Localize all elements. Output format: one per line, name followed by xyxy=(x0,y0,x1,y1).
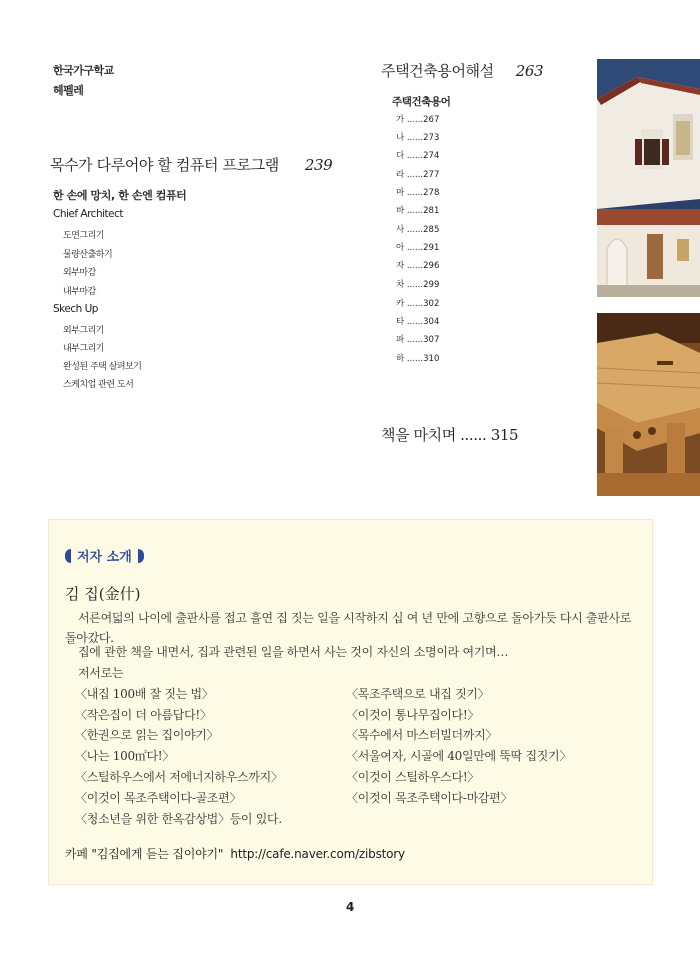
group-name-sketchup: Skech Up xyxy=(53,303,98,315)
glossary-entry: 라 ......277 xyxy=(396,170,440,180)
glossary-entry: 나 ......273 xyxy=(396,133,440,143)
glossary-entry: 마 ......278 xyxy=(396,188,440,198)
book-title: 〈내집 100배 잘 짓는 법〉 xyxy=(75,687,214,701)
subheading: 한 손에 망치, 한 손엔 컴퓨터 xyxy=(53,189,187,202)
group-item: 외부마감 xyxy=(63,268,96,278)
glossary-entry: 바 ......281 xyxy=(396,206,440,216)
bracket-right-icon xyxy=(138,549,144,563)
glossary-index xyxy=(396,113,486,373)
school-subname: 헤펠레 xyxy=(53,84,84,97)
house-photo xyxy=(597,59,700,297)
book-title: 〈작은집이 더 아름답다!〉 xyxy=(75,708,212,722)
book-title: 〈청소년을 위한 한옥감상법〉등이 있다. xyxy=(75,812,282,826)
author-cafe-link[interactable]: 카페 "김집에게 듣는 집이야기" http://cafe.naver.com/zibstory xyxy=(65,847,405,861)
author-bio-1: 서른여덟의 나이에 출판사를 접고 흘연 집 짓는 일을 시작하지 십 여 년 만에 고향으로 돌아가듯 다시 출판사로 돌아갔다. xyxy=(65,611,632,645)
glossary-title xyxy=(381,60,543,81)
book-title: 〈서울여자, 시골에 40일만에 뚝딱 집짓기〉 xyxy=(346,749,572,763)
table-illustration xyxy=(597,313,700,496)
group-item: 물량산출하기 xyxy=(63,250,113,260)
glossary-entry: 다 ......274 xyxy=(396,151,440,161)
author-section xyxy=(48,519,653,885)
book-title: 〈나는 100㎡다!〉 xyxy=(75,749,175,763)
book-title: 〈이것이 목조주택이다-마감편〉 xyxy=(346,791,513,805)
glossary-entry: 아 ......291 xyxy=(396,243,440,253)
author-heading-text: 저자 소개 xyxy=(77,550,132,565)
wooden-table-photo xyxy=(597,313,700,496)
author-name: 김 집(金什) xyxy=(65,585,141,603)
glossary-page: 263 xyxy=(515,62,544,80)
section-title xyxy=(50,154,332,175)
author-heading xyxy=(65,546,144,565)
glossary-subheading: 주택건축용어 xyxy=(392,96,451,108)
group-item: 스케치업 관련 도서 xyxy=(63,380,134,390)
section-title-text: 목수가 다루어야 할 컴퓨터 프로그램 xyxy=(50,156,279,174)
glossary-entry: 카 ......302 xyxy=(396,299,440,309)
group-item: 도면그리기 xyxy=(63,231,104,241)
group-item: 외부그리기 xyxy=(63,326,104,336)
book-title: 〈이것이 목조주택이다-골조편〉 xyxy=(75,791,242,805)
glossary-entry: 파 ......307 xyxy=(396,335,440,345)
bracket-left-icon xyxy=(65,549,71,563)
author-works-label: 저서로는 xyxy=(78,666,124,680)
glossary-entry: 하 ......310 xyxy=(396,354,440,364)
glossary-entry: 차 ......299 xyxy=(396,280,440,290)
glossary-title-text: 주택건축용어해설 xyxy=(381,62,494,80)
glossary-entry: 자 ......296 xyxy=(396,261,440,271)
section-page: 239 xyxy=(304,156,333,174)
glossary-entry: 가 ......267 xyxy=(396,115,440,125)
book-title: 〈이것이 통나무집이다!〉 xyxy=(346,708,480,722)
page-number: 4 xyxy=(346,900,355,914)
glossary-entry: 사 ......285 xyxy=(396,225,440,235)
group-name-chief-architect: Chief Architect xyxy=(53,208,123,220)
book-title: 〈이것이 스틸하우스다!〉 xyxy=(346,770,480,784)
glossary-entry: 타 ......304 xyxy=(396,317,440,327)
closing-line: 책을 마치며 ...... 315 xyxy=(381,426,519,444)
group-item: 완성된 주택 살펴보기 xyxy=(63,362,142,372)
group-item: 내부그리기 xyxy=(63,344,104,354)
book-title: 〈목조주택으로 내집 짓기〉 xyxy=(346,687,490,701)
book-title: 〈목수에서 마스터빌더까지〉 xyxy=(346,728,498,742)
group-item: 내부마감 xyxy=(63,287,96,297)
school-name: 한국가구학교 xyxy=(53,64,114,77)
house-illustration xyxy=(597,59,700,297)
book-title: 〈한권으로 읽는 집이야기〉 xyxy=(75,728,219,742)
book-title: 〈스틸하우스에서 저에너지하우스까지〉 xyxy=(75,770,283,784)
author-bio-2: 집에 관한 책을 내면서, 집과 관련된 일을 하면서 사는 것이 자신의 소명이라 여기며… xyxy=(78,645,509,659)
